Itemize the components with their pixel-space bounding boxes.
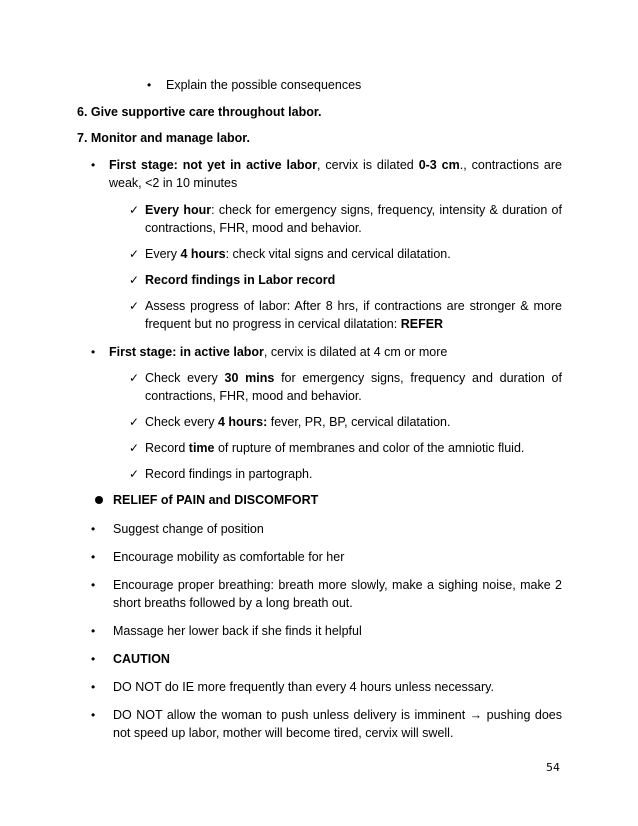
check-every-hour-line1: Every hour: check for emergency signs, frequency, intensity & duration of — [145, 203, 562, 217]
checkmark-icon: ✓ — [129, 299, 140, 313]
do-not-ie-text: DO NOT do IE more frequently than every 4 hours unless necessary. — [113, 680, 494, 694]
massage-text: Massage her lower back if she finds it helpful — [113, 624, 362, 638]
checkmark-icon: ✓ — [129, 371, 140, 385]
check-every-4-hours: Every 4 hours: check vital signs and cervical dilatation. — [145, 247, 451, 261]
not-active-line1: First stage: not yet in active labor, cervix is dilated 0-3 cm., contractions are — [109, 158, 562, 172]
relief-item: Suggest change of position — [113, 522, 264, 536]
check-assess-line2: frequent but no progress in cervical dilatation: REFER — [145, 317, 444, 331]
checkmark-icon: ✓ — [129, 273, 140, 287]
breathing-line2: short breaths followed by a long breath out. — [113, 596, 353, 610]
check-every-hour-line2: contractions, FHR, mood and behavior. — [145, 221, 362, 235]
bullet-icon: • — [91, 680, 96, 694]
active-line: First stage: in active labor, cervix is dilated at 4 cm or more — [109, 345, 448, 359]
checkmark-icon: ✓ — [129, 247, 140, 261]
do-not-push-line1: DO NOT allow the woman to push unless delivery is imminent → pushing does — [113, 708, 562, 722]
heading-7: 7. Monitor and manage labor. — [77, 131, 250, 145]
bullet-icon: • — [91, 624, 96, 638]
check-record-time: Record time of rupture of membranes and color of the amniotic fluid. — [145, 441, 525, 455]
bullet-icon: • — [91, 158, 96, 172]
page-number: 54 — [546, 761, 560, 774]
check-30-mins-line2: contractions, FHR, mood and behavior. — [145, 389, 362, 403]
relief-item: Encourage mobility as comfortable for her — [113, 550, 345, 564]
check-30-mins-line1: Check every 30 mins for emergency signs, frequency and duration of — [145, 371, 562, 385]
check-partograph: Record findings in partograph. — [145, 467, 313, 481]
bullet-icon: • — [91, 550, 96, 564]
checkmark-icon: ✓ — [129, 415, 140, 429]
consequences-text: Explain the possible consequences — [166, 78, 362, 92]
breathing-line1: Encourage proper breathing: breath more slowly, make a sighing noise, make 2 — [113, 578, 562, 592]
caution-text: CAUTION — [113, 652, 170, 666]
bullet-icon: • — [91, 708, 96, 722]
checkmark-icon: ✓ — [129, 467, 140, 481]
bullet-icon: • — [91, 652, 96, 666]
not-active-line2: weak, <2 in 10 minutes — [109, 176, 238, 190]
check-record-labor: Record findings in Labor record — [145, 273, 336, 287]
check-assess-line1: Assess progress of labor: After 8 hrs, if contractions are stronger & more — [145, 299, 562, 313]
bullet-icon: • — [147, 78, 152, 92]
bullet-icon: • — [91, 345, 96, 359]
bullet-icon: • — [91, 578, 96, 592]
do-not-push-line2: not speed up labor, mother will become tired, cervix will swell. — [113, 726, 454, 740]
heading-6: 6. Give supportive care throughout labor. — [77, 105, 322, 119]
relief-heading: RELIEF of PAIN and DISCOMFORT — [113, 493, 319, 507]
bullet-icon: • — [91, 522, 96, 536]
large-bullet-icon — [95, 496, 103, 504]
check-4-hours-active: Check every 4 hours: fever, PR, BP, cervical dilatation. — [145, 415, 451, 429]
checkmark-icon: ✓ — [129, 441, 140, 455]
checkmark-icon: ✓ — [129, 203, 140, 217]
